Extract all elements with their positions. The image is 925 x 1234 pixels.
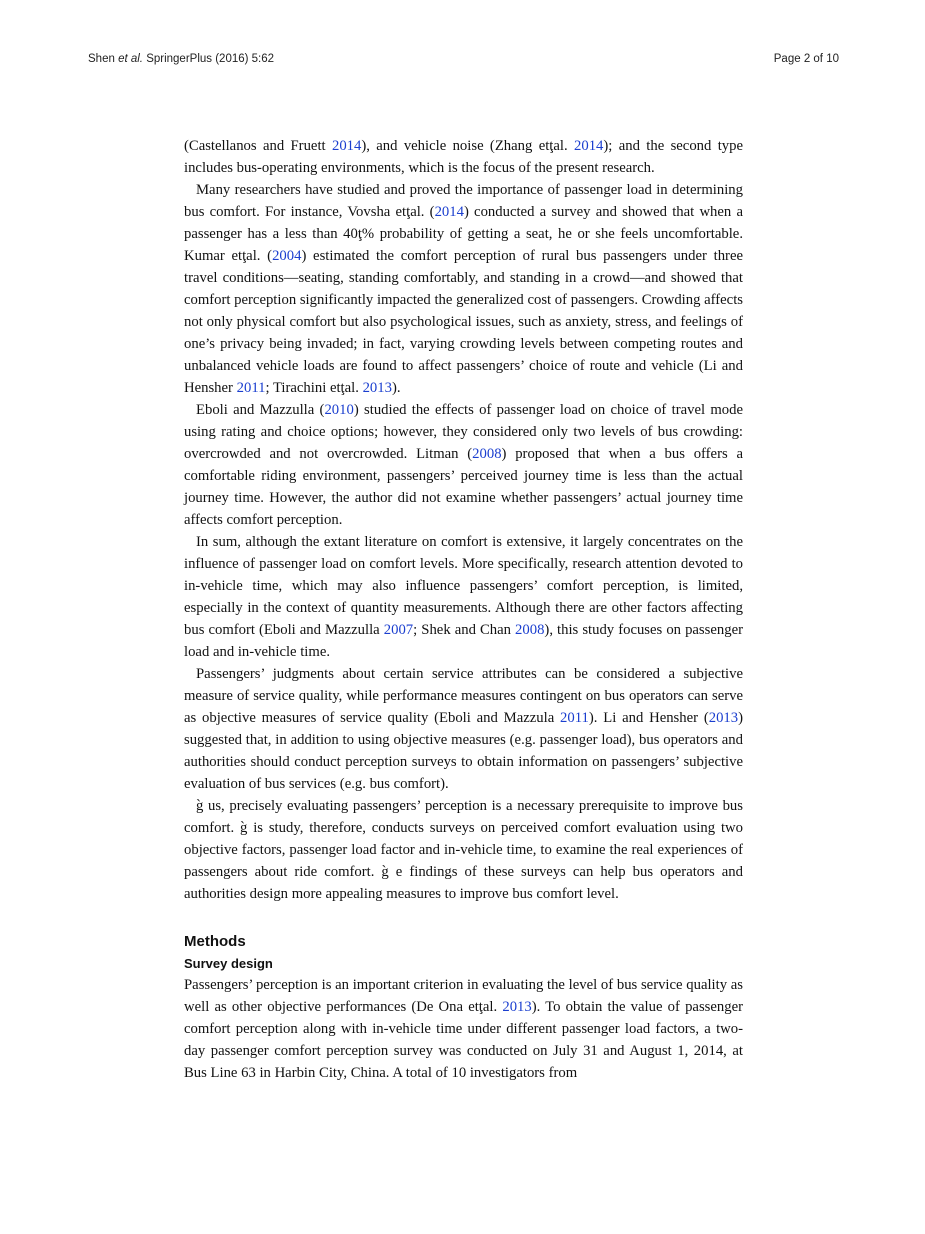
text: Passengers’ perception is an important criterion in evaluating the level of bus service quality as well as other objective performances (De Ona etţal.	[184, 977, 743, 1015]
paragraph-6: g̀ us, precisely evaluating passengers’ perception is a necessary prerequisite to improve bus comfort. g̀ is study, therefore, conducts surveys on perceived comfort evaluation using two objective factors, passenger load factor and in-vehicle time, to examine the real experiences of passengers about ride comfort. g̀ e findings of these surveys can help bus operators and authorities design more appealing measures to improve bus comfort level.	[184, 798, 743, 902]
header-journal: SpringerPlus (2016) 5:62	[143, 53, 275, 65]
text: Passengers’ judgments about certain service attributes can be considered a subjective measure of service quality, while performance measures contingent on bus operators can serve as objective measures of service quality (Eboli and Mazzula	[184, 666, 743, 726]
subsection-heading: Survey design	[184, 956, 273, 971]
citation-link[interactable]: 2011	[236, 380, 266, 396]
text: ). Li and Hensher (	[588, 710, 709, 726]
text: ), this study focuses on passenger load and in-vehicle time.	[184, 622, 743, 660]
text: ).	[391, 380, 401, 396]
text: ) studied the effects of passenger load on choice of travel mode using rating and choice options; however, they considered only two levels of bus crowding: overcrowded and not overcrowded. Litman (	[184, 402, 743, 462]
paragraph-7	[184, 974, 743, 1084]
citation-link[interactable]: 2010	[324, 402, 354, 418]
text: Eboli and Mazzulla (	[196, 402, 325, 418]
text: ), and vehicle noise (Zhang etţal.	[361, 138, 575, 154]
paragraph-1	[184, 135, 743, 179]
text: ); and the second type includes bus-operating environments, which is the focus of the present research.	[184, 138, 743, 176]
citation-link[interactable]: 2013	[708, 710, 739, 726]
header-author: Shen	[88, 53, 119, 65]
page-number: Page 2 of 10	[773, 53, 839, 65]
text: ) suggested that, in addition to using objective measures (e.g. passenger load), bus operators and authorities should conduct perception surveys to obtain information on passengers’ subjective evaluation of bus services (e.g. bus comfort).	[184, 710, 743, 792]
citation-link[interactable]: 2007	[383, 622, 414, 638]
text: (Castellanos and Fruett	[184, 138, 332, 154]
paragraph-3	[184, 399, 743, 531]
text: ; Shek and Chan	[413, 622, 516, 638]
paragraph-4	[184, 531, 743, 663]
paragraph-2	[184, 179, 743, 399]
text: Many researchers have studied and proved the importance of passenger load in determining bus comfort. For instance, Vovsha etţal. (	[184, 182, 743, 220]
citation-link[interactable]: 2013	[502, 999, 532, 1015]
text: ) proposed that when a bus offers a comfortable riding environment, passengers’ perceived journey time is less than the actual journey time. However, the author did not examine whether passengers’ actual journey time affects comfort perception.	[184, 446, 743, 528]
text: ; Tirachini etţal.	[265, 380, 363, 396]
citation-link[interactable]: 2014	[434, 204, 464, 220]
citation-link[interactable]: 2014	[574, 138, 604, 154]
text: ) conducted a survey and showed that when a passenger has a less than 40ţ% probability of getting a seat, he or she feels uncomfortable. Kumar etţal. (	[184, 204, 743, 264]
text: ). To obtain the value of passenger comfort perception along with in-vehicle time under different passenger load factors, a two-day passenger comfort perception survey was conducted on July 31 and August 1, 2014, at Bus Line 63 in Harbin City, China. A total of 10 investigators from	[184, 999, 743, 1081]
paragraph-5	[184, 663, 743, 795]
citation-link[interactable]: 2004	[272, 248, 302, 264]
header-etal: et al.	[118, 53, 143, 65]
citation-link[interactable]: 2013	[362, 380, 392, 396]
citation-link[interactable]: 2008	[515, 622, 545, 638]
running-header	[88, 53, 274, 65]
citation-link[interactable]: 2011	[560, 710, 589, 726]
text: ) estimated the comfort perception of rural bus passengers under three travel conditions—seating, standing comfortably, and standing in a crowd—and showed that comfort perception significantly impacted the generalized cost of passengers. Crowding affects not only physical comfort but also psychological issues, such as anxiety, stress, and feelings of one’s privacy being invaded; in fact, varying crowding levels between competing routes and unbalanced vehicle loads are found to affect passengers’ choice of route and vehicle (Li and Hensher	[184, 248, 743, 396]
text: In sum, although the extant literature on comfort is extensive, it largely concentrates on the influence of passenger load on comfort levels. More specifically, research attention devoted to in-vehicle time, which may also influence passengers’ comfort perception, is limited, especially in the context of quantity measurements. Although there are other factors affecting bus comfort (Eboli and Mazzulla	[184, 534, 743, 638]
section-heading: Methods	[184, 933, 246, 950]
citation-link[interactable]: 2008	[472, 446, 502, 462]
article-body	[184, 135, 743, 1084]
citation-link[interactable]: 2014	[331, 138, 362, 154]
